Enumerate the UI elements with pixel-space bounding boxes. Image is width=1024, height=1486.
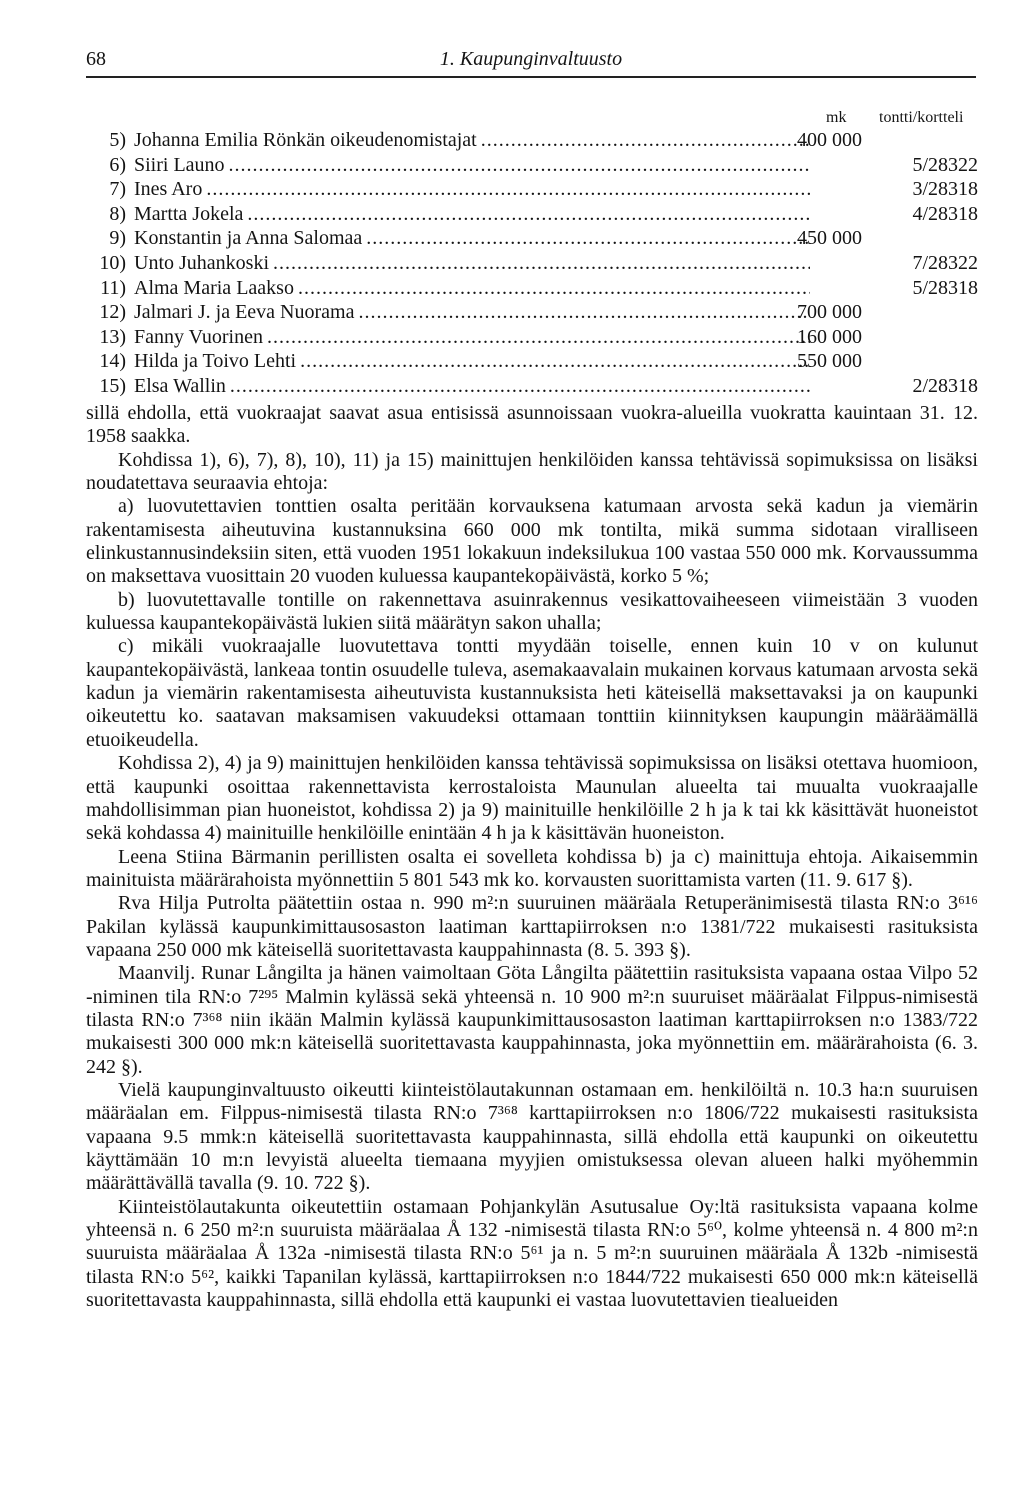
paragraph-filppus: Vielä kaupunginvaltuusto oikeutti kiinteistölautakunnan ostamaan em. henkilöiltä n. 10.3 ha:n suuruisen määräalan em. Filppus-nimisestä tilasta RN:o 7³⁶⁸ karttapiirroksen n:o 1806/722 mukaisesti rasituksista vapaana 9.5 mmk:n käteisellä suoritettavasta kauppahinnasta, sillä ehdolla että kaupunki on oikeutettu käyttämään 10 m:n levyistä alueelta tiemaana myyjien omistuksessa olevan alueen halki myöhemmin määrättävällä tavalla (9. 10. 722 §). [86,1078,978,1195]
row-number: 13) [99,325,126,348]
table-row [88,128,980,153]
paragraph-condition-b: b) luovutettavalle tontille on rakennettava asuinrakennus vesikattovaiheeseen viimeistään 3 vuoden kuluessa kaupantekopäivästä lukien siitä määrätyn sakon uhalla; [86,588,978,635]
row-name: Jalmari J. ja Eeva Nuorama ..... [134,300,810,324]
row-name: Konstantin ja Anna Salomaa ..... [134,226,810,250]
row-mk: 550 000 [797,350,862,373]
row-mk: 450 000 [797,227,862,250]
paragraph-condition-c: c) mikäli vuokraajalle luovutettava tontti myydään toiselle, ennen kuin 10 v on kulunut kaupantekopäivästä, lankeaa tontin osuudelle tuleva, asemakaavalain mukainen korvaus katumaan arvosta sekä kadun ja viemärin rakentamisesta aiheutuvista kustannuksista heti käteisellä maksettavaksi ja on kaupunki oikeutettu ko. saatavan maksamisen vakuudeksi ottamaan tonttiin kiinnityksen kaupungin määräämällä etuoikeudella. [86,635,978,751]
page-number: 68 [86,48,106,70]
body-text [86,402,978,1312]
row-mk: 700 000 [797,301,862,324]
table-row [88,300,980,325]
allocation-list [88,128,980,399]
paragraph-barman: Leena Stiina Bärmanin perillisten osalta ei sovelleta kohdissa b) ja c) mainittuja ehtoja. Aikaisemmin mainituista määrärahoista myönnettiin 5 801 543 mk ko. korvausten suorittamista varten (11. 9. 617 §). [86,845,978,891]
row-number: 8) [109,202,126,225]
page-header [86,42,976,78]
row-tontti: 4/28318 [912,202,978,225]
row-name: Siiri Launo ..... [134,153,810,177]
row-number: 6) [109,153,126,176]
paragraph-pohjankyla: Kiinteistölautakunta oikeutettiin ostamaan Pohjankylän Asutusalue Oy:ltä rasituksista vapaana kolme yhteensä n. 6 250 m²:n suuruista määräalaa Å 132 -nimisestä tilasta RN:o 5⁶⁰, kolme yhteensä n. 4 800 m²:n suuruista määräalaa Å 132a -nimisestä tilasta RN:o 5⁶¹ ja n. 5 m²:n suuruinen määräala Å 132b -nimisestä tilasta RN:o 5⁶², kaikki Tapanilan kylässä, karttapiirroksen n:o 1844/722 mukaisesti 650 000 mk:n käteisellä suoritettavasta kauppahinnasta, sillä ehdolla että kaupunki ei vastaa luovutettavien tiealueiden [86,1195,978,1312]
paragraph-condition-a: a) luovutettavien tonttien osalta peritään korvauksena katumaan arvosta sekä kadun ja viemärin rakentamisesta aiheutuvina kustannuksina 660 000 mk tontilta, mikä summa sidotaan viralliseen elinkustannusindeksiin siten, että vuoden 1951 lokakuun indeksilukua 100 vastaa 550 000 mk. Korvaussumma on maksettava vuosittain 20 vuoden kuluessa kaupantekopäivästä, korko 5 %; [86,495,978,588]
paragraph-langi: Maanvilj. Runar Långilta ja hänen vaimoltaan Göta Långilta päätettiin rasituksista vapaana ostaa Vilpo 52 -niminen tila RN:o 7²⁹⁵ Malmin kylässä sekä yhteensä n. 10 900 m²:n suuruiset määräalat Filppus-nimisestä tilasta RN:o 7³⁶⁸ niin ikään Malmin kylässä kaupunkimittausosaston laatiman karttapiirroksen n:o 1383/722 mukaisesti 300 000 mk:n käteisellä suoritettavasta kauppahinnasta, joka myönnettiin em. määrärahoista (6. 3. 242 §). [86,962,978,1078]
paragraph-kohdissa-2: Kohdissa 2), 4) ja 9) mainittujen henkilöiden kanssa tehtävissä sopimuksissa on lisäksi otettava huomioon, että kaupunki osoittaa rakennettavista kerrostaloista Maunulan alueelta tai muualta vuokraajalle mahdollisimman pian huoneistot, kohdissa 2) ja 9) mainituille henkilöille 2 h ja k tai kk käsittävät huoneistot sekä kohdassa 4) mainituille henkilöille enintään 4 h ja k käsittävän huoneiston. [86,752,978,845]
row-number: 7) [109,178,126,201]
row-tontti: 5/28318 [912,276,978,299]
table-row [88,325,980,350]
paragraph-putro: Rva Hilja Putrolta päätettiin ostaa n. 990 m²:n suuruinen määräala Retuperänimisestä tilasta RN:o 3⁶¹⁶ Pakilan kylässä kaupunkimittausosaston laatiman karttapiirroksen n:o 1381/722 mukaisesti rasituksista vapaana 250 000 mk käteisellä suoritettavasta kauppahinnasta (8. 5. 393 §). [86,892,978,961]
row-name: Hilda ja Toivo Lehti ..... [134,349,810,373]
row-mk: 160 000 [797,325,862,348]
table-row [88,251,980,276]
row-number: 5) [109,129,126,151]
running-title: 1. Kaupunginvaltuusto [439,48,623,70]
row-tontti: 5/28322 [912,153,978,176]
column-header-tontti: tontti/kortteli [879,109,964,126]
row-name: Unto Juhankoski ..... [134,251,810,275]
header-rule [86,76,976,78]
row-name: Fanny Vuorinen ..... [134,325,810,349]
row-number: 12) [99,301,126,324]
paragraph-kohdissa-1: Kohdissa 1), 6), 7), 8), 10), 11) ja 15) mainittujen henkilöiden kanssa tehtävissä sopimuksissa on lisäksi noudatettava seuraavia ehtoja: [86,448,978,495]
table-row [88,153,980,178]
row-tontti: 2/28318 [912,374,978,397]
row-name: Ines Aro ..... [134,177,810,201]
row-mk: 400 000 [797,129,862,151]
table-row [88,374,980,399]
row-number: 14) [99,350,126,373]
row-number: 11) [100,276,126,299]
row-number: 9) [109,227,126,250]
table-row [88,276,980,301]
row-tontti: 3/28318 [912,178,978,201]
column-header-mk: mk [826,109,847,126]
row-number: 10) [99,251,126,274]
table-row [88,177,980,202]
table-row [88,202,980,227]
row-name: Johanna Emilia Rönkän oikeudenomistajat ..... [134,128,810,152]
table-row [88,226,980,251]
row-name: Alma Maria Laakso ..... [134,276,810,300]
row-name: Elsa Wallin ..... [134,374,810,398]
row-number: 15) [99,374,126,397]
row-tontti: 7/28322 [912,251,978,274]
paragraph-conditions-intro: sillä ehdolla, että vuokraajat saavat asua entisissä asunnoissaan vuokra-alueilla vuokratta kauintaan 31. 12. 1958 saakka. [86,402,978,448]
row-name: Martta Jokela ..... [134,202,810,226]
table-row [88,349,980,374]
